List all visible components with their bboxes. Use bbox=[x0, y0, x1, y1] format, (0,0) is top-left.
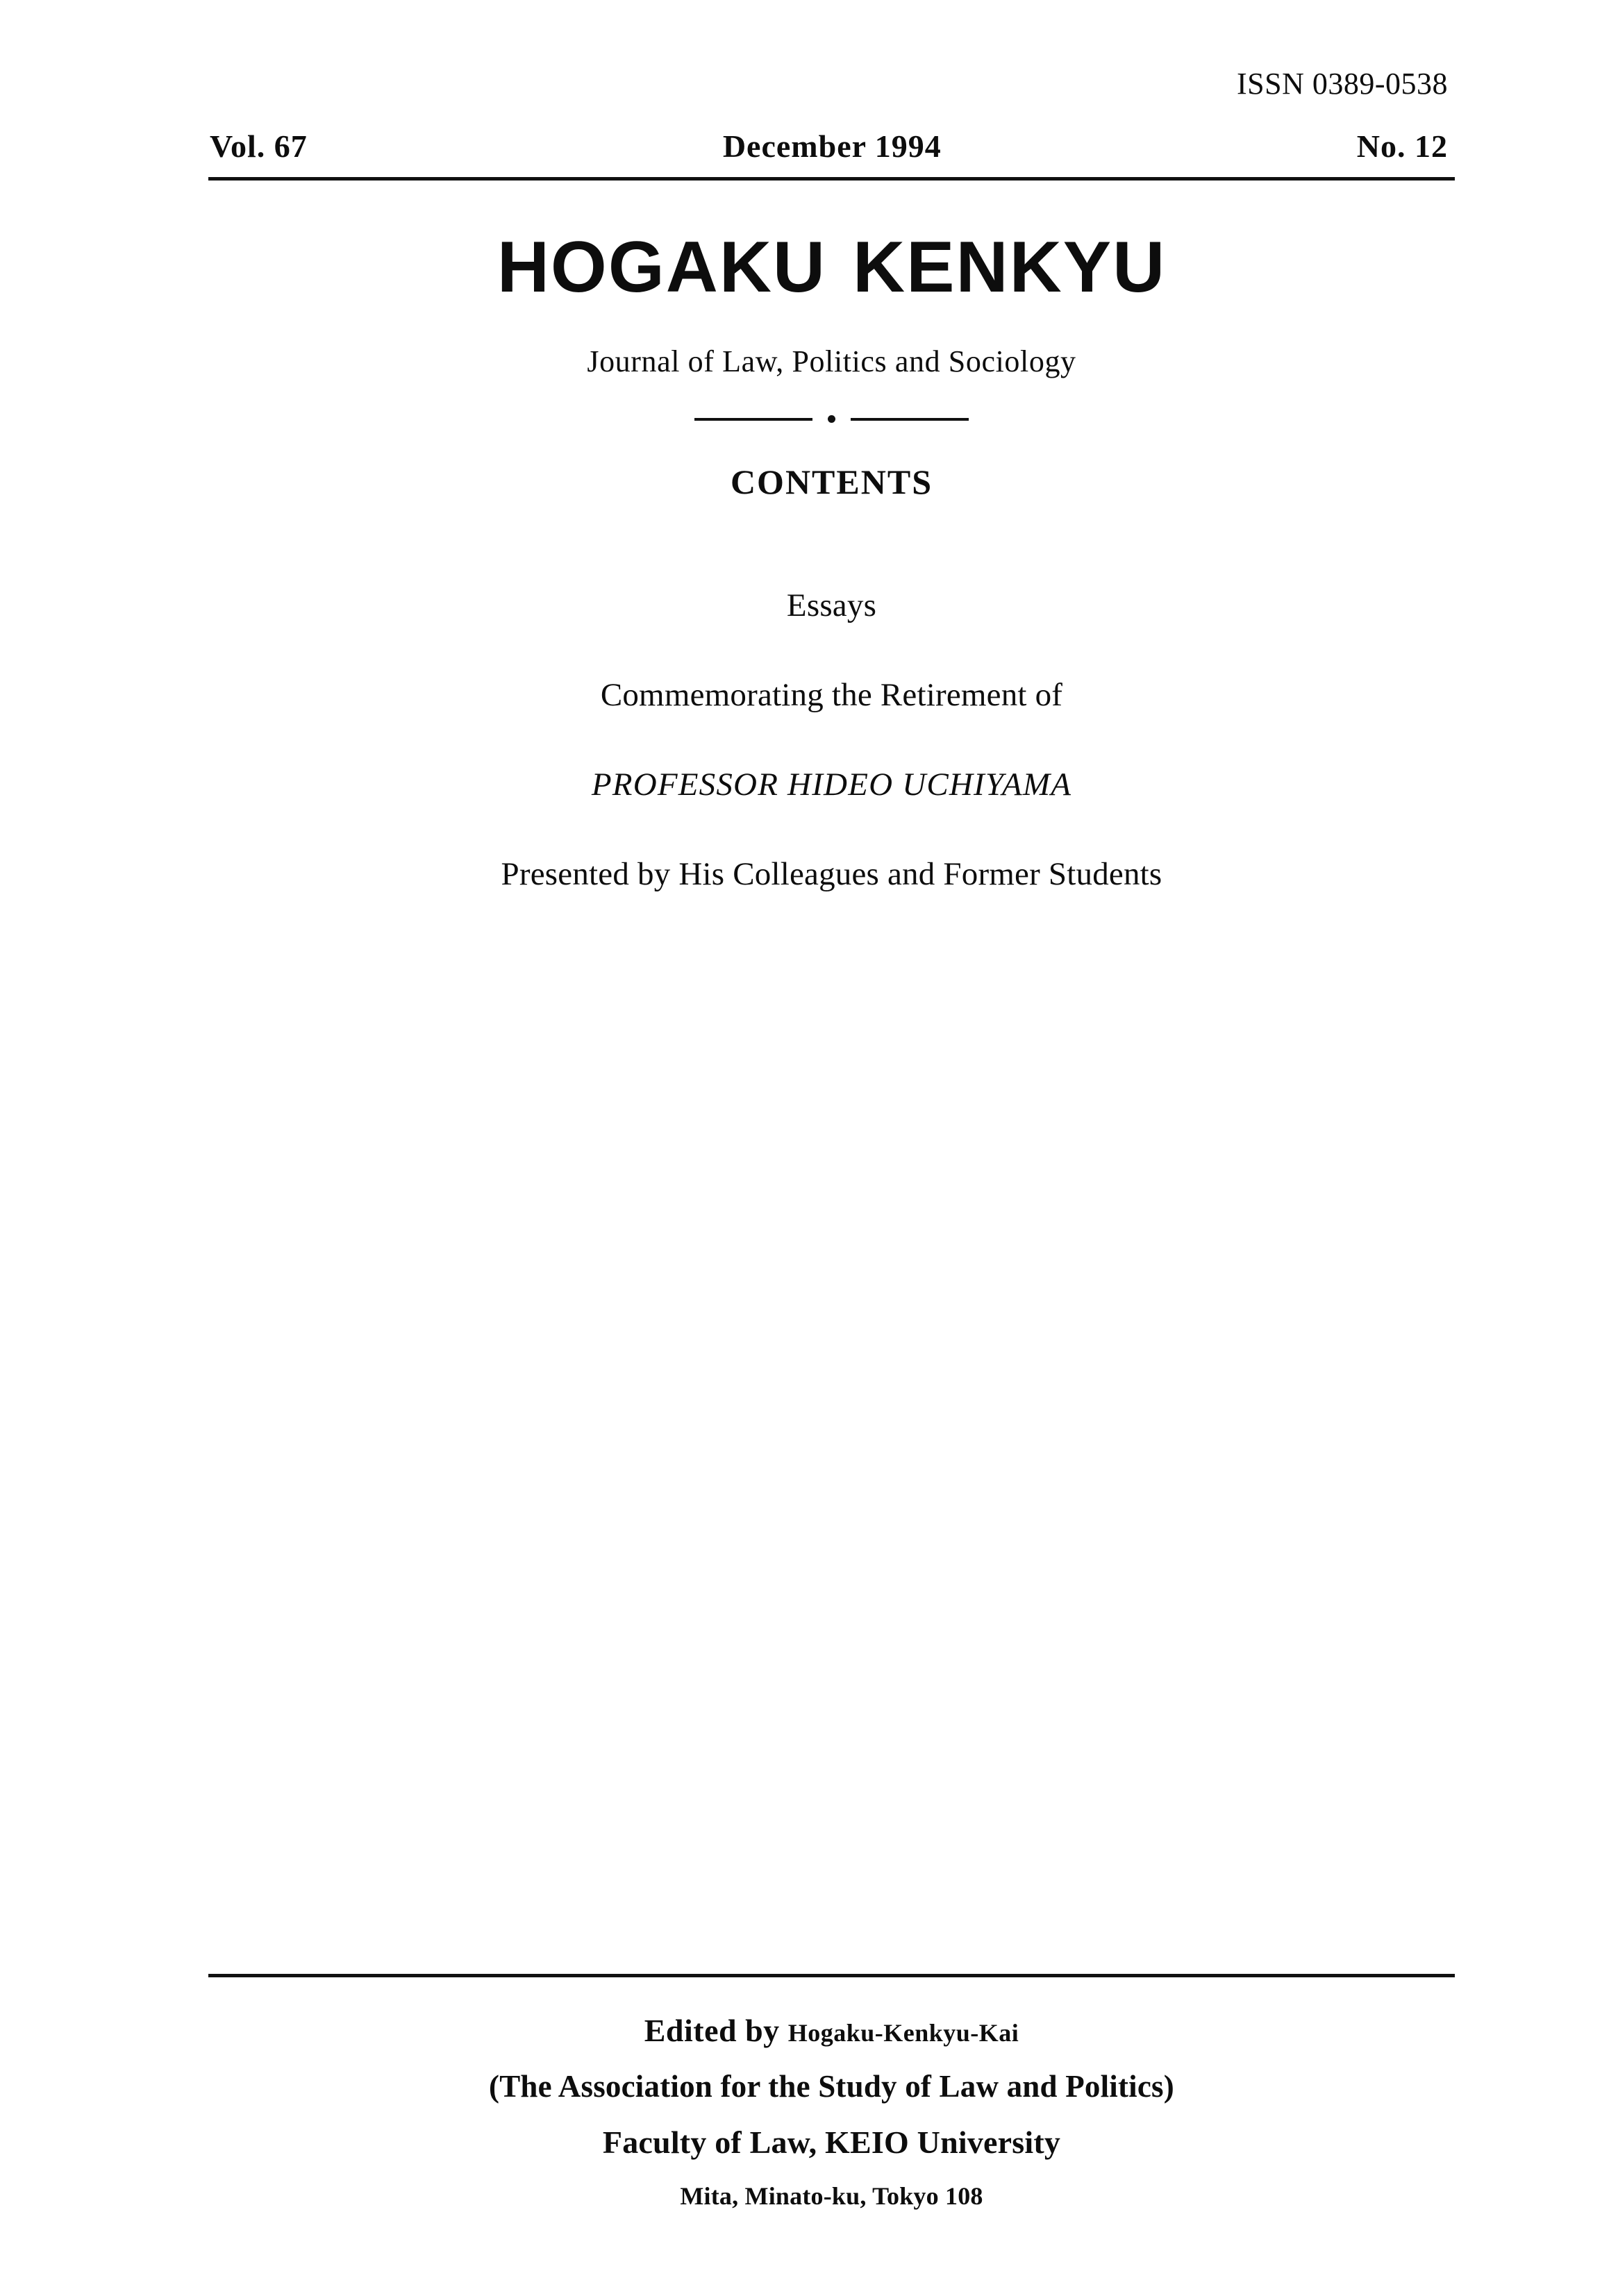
ornament-dot bbox=[828, 415, 835, 423]
association-line: (The Association for the Study of Law and Politics) bbox=[489, 2069, 1174, 2104]
journal-subtitle: Journal of Law, Politics and Sociology bbox=[587, 344, 1076, 378]
ornament-right-rule bbox=[851, 418, 969, 421]
contents-line: Presented by His Colleagues and Former Students bbox=[501, 856, 1162, 892]
volume-row bbox=[208, 128, 1455, 165]
footer-divider bbox=[208, 1974, 1455, 1977]
page-content bbox=[208, 0, 1455, 2296]
address-line: Mita, Minato-ku, Tokyo 108 bbox=[680, 2182, 983, 2210]
header-divider bbox=[208, 177, 1455, 181]
journal-title-part1: HOGAKU bbox=[497, 227, 827, 308]
contents-line: Commemorating the Retirement of bbox=[600, 677, 1063, 713]
contents-line: Essays bbox=[786, 587, 877, 623]
editor-name: Hogaku-Kenkyu-Kai bbox=[787, 2019, 1019, 2047]
issue-date-label: December 1994 bbox=[722, 128, 942, 164]
publisher-footer bbox=[208, 2000, 1455, 2211]
ornament-left-rule bbox=[694, 418, 812, 421]
journal-title bbox=[208, 226, 1455, 309]
issn-line: ISSN 0389-0538 bbox=[1236, 67, 1448, 101]
issue-number-label: No. 12 bbox=[1356, 128, 1448, 164]
edited-by-line bbox=[208, 2012, 1455, 2049]
journal-title-part2: KENKYU bbox=[853, 227, 1167, 308]
faculty-line: Faculty of Law, KEIO University bbox=[602, 2125, 1061, 2160]
contents-heading: CONTENTS bbox=[730, 462, 933, 501]
volume-label: Vol. 67 bbox=[210, 128, 308, 164]
contents-line-honoree: PROFESSOR HIDEO UCHIYAMA bbox=[591, 766, 1072, 803]
edited-by-prefix: Edited by bbox=[644, 2013, 788, 2048]
ornament-divider bbox=[208, 415, 1455, 423]
contents-list bbox=[208, 589, 1455, 891]
